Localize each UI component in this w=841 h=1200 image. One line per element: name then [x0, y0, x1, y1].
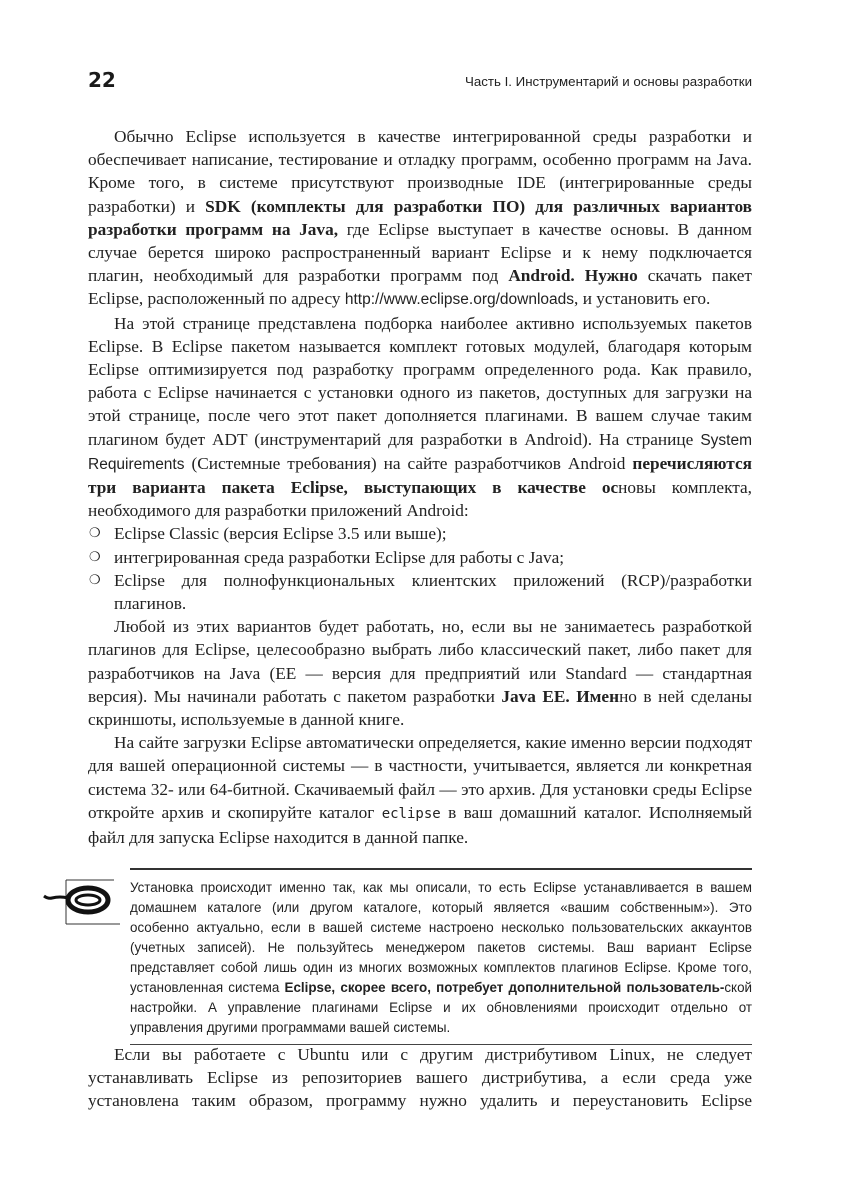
circle-bullet-icon: ❍ — [89, 526, 101, 542]
running-head: Часть I. Инструментарий и основы разработки — [464, 74, 752, 89]
main-text-continued — [88, 1043, 752, 1113]
list-item-text: Eclipse Classic (версия Eclipse 3.5 или выше); — [114, 524, 447, 544]
text: (Системные требования) на сайте разработчиков Android — [184, 453, 633, 473]
text: Обычно Eclipse используется в качестве интегрированной среды разработки и обеспечивает написание, тестирование и отладку программ, особенно программ на Java. Кроме того, в системе присутствуют производные IDE (интегрированные среды разработки) и — [88, 127, 752, 216]
paragraph-intro — [88, 125, 752, 312]
page-header — [88, 68, 752, 96]
text: где Eclipse выступает в качестве основы. В данном случае берется широко распространенный вариант Eclipse и к нему подключается плагин, необходимый для разработки программ под — [88, 219, 752, 286]
paragraph-download — [88, 731, 752, 849]
bold-text: Eclipse, скорее всего, потребует дополнительной пользователь- — [284, 980, 725, 995]
bold-text: перечисляются три варианта пакета Eclipse, выступающих в качестве ос — [88, 453, 752, 498]
text: На сайте загрузки Eclipse автоматически определяется, какие именно версии подходят для вашей операционной системы — в частности, учитывается, является ли конкретная система 32- или 64-битной. Скачиваемый файл — это архив. Для установки среды Eclipse откройте архив и скопируйте каталог — [88, 733, 752, 822]
circle-bullet-icon: ❍ — [89, 572, 101, 588]
package-variants-list — [88, 522, 752, 615]
paragraph-ubuntu: Если вы работаете с Ubuntu или с другим дистрибутивом Linux, не следует устанавливать Eclipse из репозиториев вашего дистрибутива, а если среда уже установлена таким образом, программу нужно удалить и переустановить Eclipse — [88, 1045, 752, 1111]
text: , и установить его. — [574, 289, 711, 309]
text: в ваш домашний каталог. Исполняемый файл для запуска Eclipse находится в данной папке. — [88, 802, 752, 848]
page-number: 22 — [88, 68, 116, 92]
paragraph-packages — [88, 312, 752, 523]
list-item-text: интегрированная среда разработки Eclipse для работы с Java; — [114, 547, 565, 567]
text: На этой странице представлена подборка наиболее активно используемых пакетов Eclipse. В Eclipse пакетом называется комплект готовых модулей, благодаря которым Eclipse оптимизируется под разработку программ определенного рода. Как правило, работа с Eclipse начинается с установки одного из пакетов, доступных для загрузки на этой странице, после чего этот пакет дополняется плагинами. В вашем случае таким плагином будет ADT (инструментарий для разработки в Android). На странице — [88, 313, 752, 449]
bold-text: SDK (комплекты для разработки ПО) для различных вариантов разработки программ на Java, — [88, 196, 752, 239]
circle-bullet-icon: ❍ — [89, 549, 101, 565]
list-item — [88, 522, 752, 545]
text: Любой из этих вариантов будет работать, но, если вы не занимаетесь разработкой плагинов для Eclipse, целесообразно выбрать либо классический пакет, либо пакет для разработчиков на Java (EE — версия для предприятий или Standard — стандартная версия). Мы начинали работать с пакетом разработки — [88, 617, 752, 706]
text: Установка происходит именно так, как мы описали, то есть Eclipse устанавливается в вашем домашнем каталоге (или другом каталоге, который является «вашим собственным»). Это особенно актуально, если в вашей системе настроено несколько пользовательских аккаунтов (учетных записей). Не пользуйтесь менеджером пакетов системы. Ваш вариант Eclipse представляет собой лишь один из многих возможных комплектов плагинов Eclipse. Кроме того, установленная система — [130, 880, 752, 995]
text: скачать пакет Eclipse, расположенный по адресу — [88, 266, 752, 309]
list-item — [88, 569, 752, 615]
text: новы комплекта, необходимого для разработки приложений Android: — [88, 478, 752, 521]
system-requirements-term: System Requirements — [88, 431, 752, 473]
paragraph-choice — [88, 615, 752, 731]
text: но в ней сделаны скриншоты, используемые в данной книге. — [88, 686, 752, 730]
download-url-link[interactable]: http://www.eclipse.org/downloads — [344, 291, 575, 309]
list-item — [88, 546, 752, 569]
text: ской настройки. А управление плагинами Eclipse и их обновлениями происходит отдельно от управления другими программами вашей системы. — [130, 980, 752, 1035]
note-block — [30, 868, 752, 1035]
main-text — [88, 125, 752, 849]
list-item-text: Eclipse для полнофункциональных клиентских приложений (RCP)/разработки плагинов. — [114, 570, 752, 614]
coiled-rope-note-icon — [42, 878, 122, 930]
bold-text: Java EE. Имен — [501, 686, 620, 706]
bold-text: Android. Нужно — [508, 266, 638, 286]
code-term: eclipse — [381, 805, 441, 822]
note-text — [130, 868, 752, 1045]
